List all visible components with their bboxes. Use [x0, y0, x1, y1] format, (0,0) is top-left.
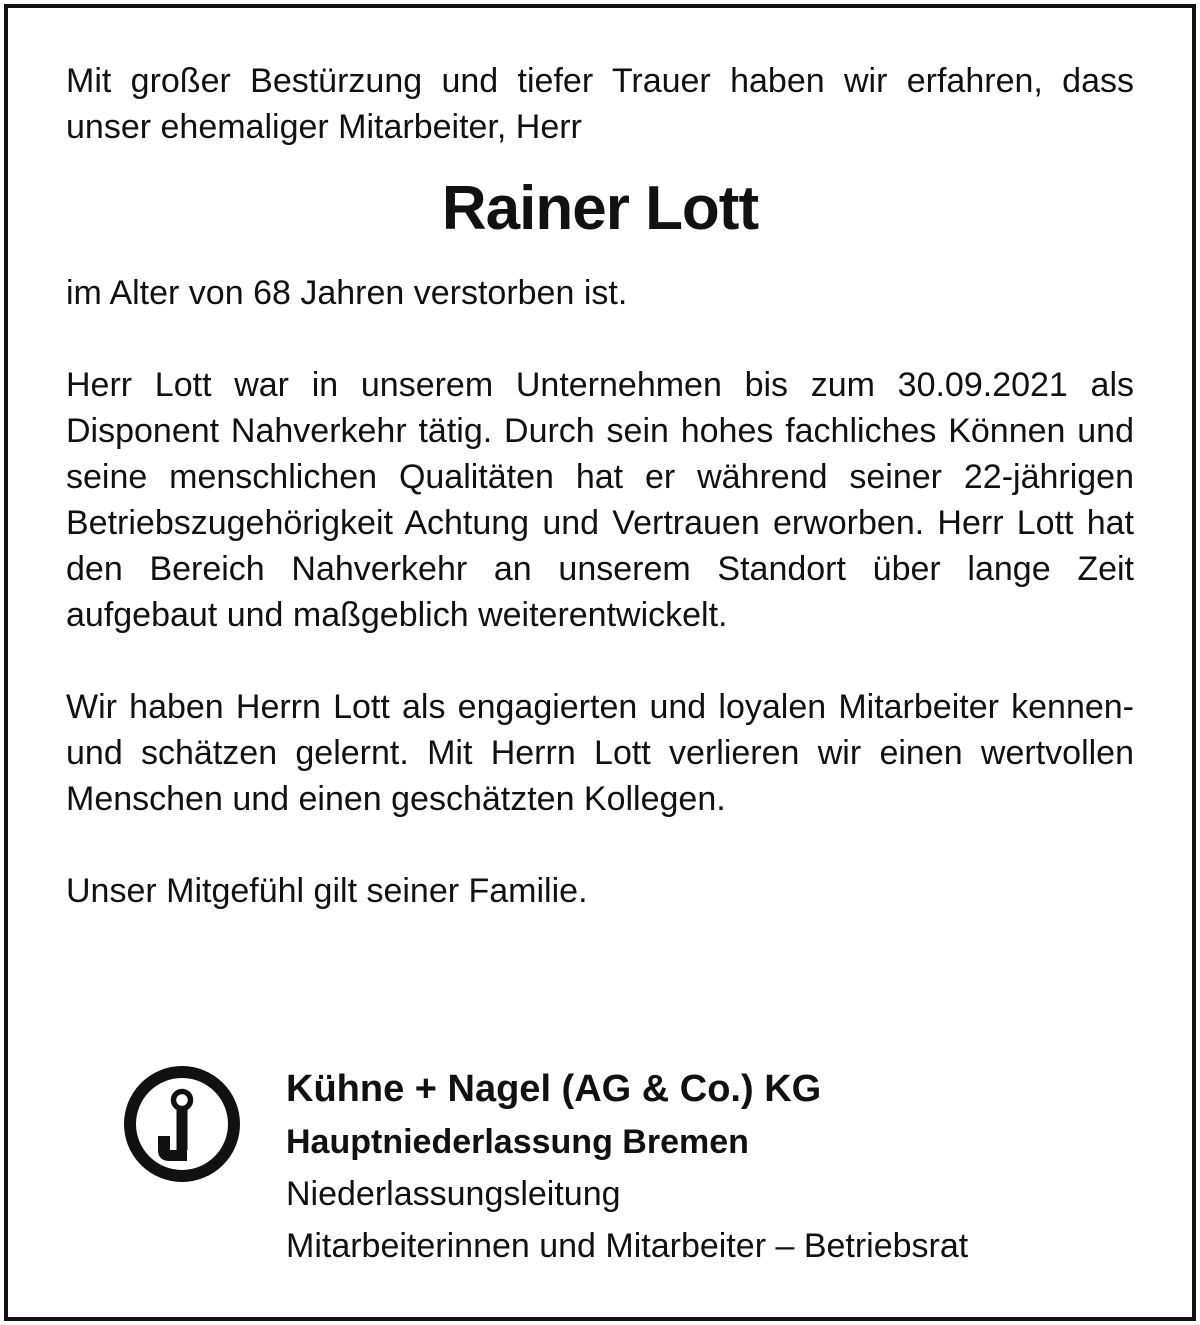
deceased-name: Rainer Lott [441, 174, 759, 243]
intro-text: Mit großer Bestürzung und tiefer Trauer haben wir erfahren, dass unser ehemaliger Mitarbeiter, Herr [66, 62, 1134, 146]
career-text: Herr Lott war in unserem Unternehmen bis zum 30.09.2021 als Disponent Nahverkehr tätig. Durch sein hohes fachliches Können und seine menschlichen Qualitäten hat er während seiner 22-jährigen Betriebszugehörigkeit Achtung und Vertrauen erworben. Herr Lott hat den Bereich Nahverkehr an unserem Standort über lange Zeit aufgebaut und maßgeblich weiterentwickelt. [66, 366, 1134, 634]
condolence-text: Unser Mitgefühl gilt seiner Familie. [66, 872, 588, 910]
age-text: im Alter von 68 Jahren verstorben ist. [66, 274, 628, 312]
signature-line-staff: Mitarbeiterinnen und Mitarbeiter – Betriebsrat [286, 1227, 969, 1265]
tribute-text: Wir haben Herrn Lott als engagierten und loyalen Mitarbeiter kennen- und schätzen gelernt. Mit Herrn Lott verlieren wir einen wertvollen Menschen und einen geschätzten Kollegen. [66, 688, 1134, 818]
signature-text [286, 1062, 968, 1272]
company-name: Kühne + Nagel (AG & Co.) KG [286, 1068, 822, 1110]
signature-line-management: Niederlassungsleitung [286, 1175, 621, 1213]
notice-body [66, 58, 1134, 914]
signature-block [120, 1062, 1120, 1265]
anchor-circle-icon [120, 1062, 244, 1186]
branch-name: Hauptniederlassung Bremen [286, 1123, 749, 1161]
